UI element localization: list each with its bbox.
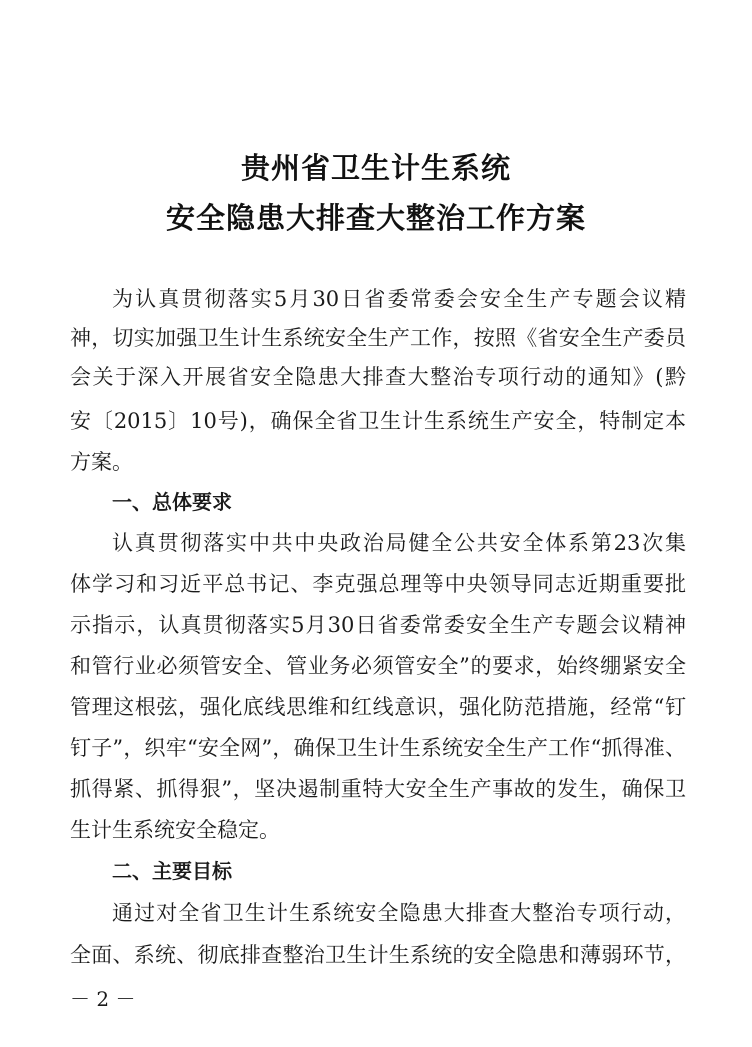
intro-line-2: 神，切实加强卫生计生系统安全生产工作，按照《省安全生产委员: [70, 326, 686, 350]
section1-line-7: 抓得紧、抓得狠”，坚决遏制重特大安全生产事故的发生，确保卫: [70, 777, 686, 801]
section1-line-4: 和管行业必须管安全、管业务必须管安全”的要求，始终绷紧安全: [70, 654, 686, 678]
section1-line-2: 体学习和习近平总书记、李克强总理等中央领导同志近期重要批: [70, 572, 686, 596]
section1-line-1: 认真贯彻落实中共中央政治局健全公共安全体系第23次集: [112, 531, 686, 555]
section2-line-1: 通过对全省卫生计生系统安全隐患大排查大整治专项行动，: [112, 901, 686, 925]
document-title-line-1: 贵州省卫生计生系统: [240, 151, 511, 185]
page-number: － 2 －: [70, 987, 136, 1011]
intro-line-3: 会关于深入开展省安全隐患大排查大整治专项行动的通知》(黔: [70, 365, 686, 389]
document-title-line-2: 安全隐患大排查大整治工作方案: [165, 201, 586, 235]
section1-line-5: 管理这根弦，强化底线思维和红线意识，强化防范措施，经常“钉: [70, 695, 686, 719]
section1-line-8: 生计生系统安全稳定。: [70, 818, 280, 842]
section-heading-1: 一、总体要求: [112, 490, 232, 514]
intro-line-1: 为认真贯彻落实5月30日省委常委会安全生产专题会议精: [112, 287, 686, 311]
section2-line-2: 全面、系统、彻底排查整治卫生计生系统的安全隐患和薄弱环节，: [70, 943, 686, 967]
section-heading-2: 二、主要目标: [112, 859, 232, 883]
section1-line-3: 示指示，认真贯彻落实5月30日省委常委安全生产专题会议精神: [70, 613, 686, 637]
section1-line-6: 钉子”，织牢“安全网”，确保卫生计生系统安全生产工作“抓得准、: [70, 736, 686, 760]
intro-line-5: 方案。: [70, 450, 133, 474]
intro-line-4: 安〔2015〕10号)，确保全省卫生计生系统生产安全，特制定本: [70, 409, 686, 433]
